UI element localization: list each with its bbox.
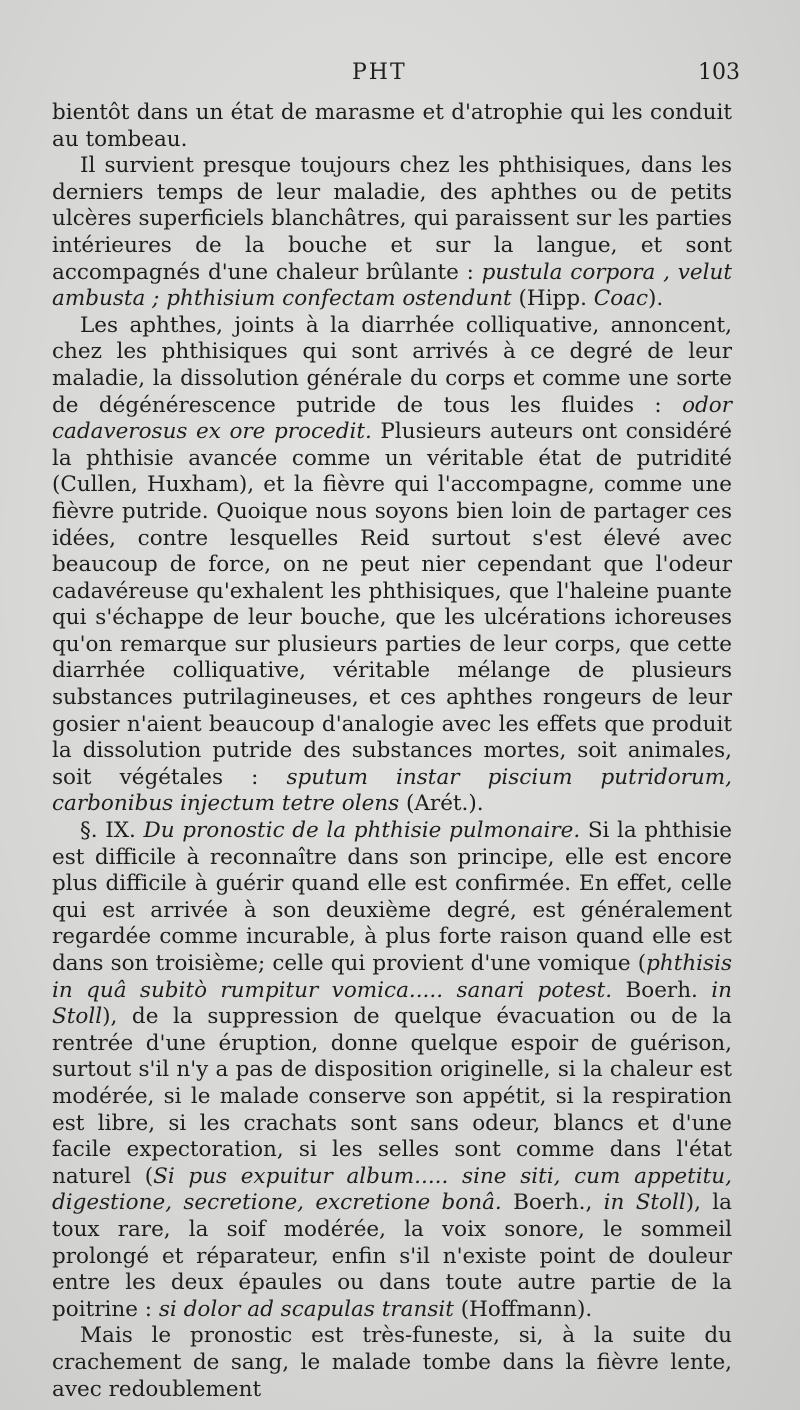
text-run: bientôt dans un état de marasme et d'atrophie qui les conduit au tombeau. <box>52 100 732 152</box>
paragraph <box>52 313 732 818</box>
italic-text-run: Coac <box>593 286 649 312</box>
book-page <box>52 60 740 1403</box>
text-run: Les aphthes, joints à la diarrhée colliquative, annoncent, chez les phthisiques qui sont arrivés à ce degré de leur maladie, la dissolution générale du corps et comme une sorte de dégénérescence putride de tous les fluides : <box>52 312 732 418</box>
text-run: Boerh., <box>501 1190 604 1216</box>
text-run: (Arét.). <box>399 791 484 817</box>
paragraph <box>52 100 732 153</box>
paragraph <box>52 153 732 313</box>
paragraph <box>52 1323 732 1403</box>
italic-text-run: pustula corpora , velut ambusta ; phthisium confectam ostendunt <box>52 259 732 312</box>
body-text <box>52 100 732 1403</box>
text-run: Si la phthisie est difficile à reconnaître dans son principe, elle est encore plus difficile à guérir quand elle est confirmée. En effet, celle qui est arrivée à son deuxième degré, est généralement regardée comme incurable, à plus forte raison quand elle est dans son troisième; celle qui provient d'une vomique ( <box>52 818 733 976</box>
italic-text-run: in Stoll <box>603 1190 686 1216</box>
italic-text-run: si dolor ad scapulas transit <box>158 1296 454 1322</box>
italic-text-run: phthisis in quâ subitò rumpitur vomica..... sanari potest. <box>52 951 732 1003</box>
italic-text-run: in Stoll <box>52 977 732 1030</box>
italic-text-run: sputum instar piscium putridorum, carbonibus injectum tetre olens <box>52 764 732 817</box>
text-run: (Hipp. <box>511 286 594 312</box>
paragraph <box>52 818 732 1323</box>
page-header <box>52 60 740 100</box>
text-run: ), de la suppression de quelque évacuation ou de la rentrée d'une éruption, donne quelque espoir de guérison, surtout s'il n'y a pas de disposition originelle, si la chaleur est modérée, si le malade conserve son appétit, si la respiration est libre, si les crachats sont sans odeur, blancs et d'une facile expectoration, si les selles sont comme dans l'état naturel ( <box>52 1004 732 1189</box>
text-run: Plusieurs auteurs ont considéré la phthisie avancée comme un véritable état de putridité (Cullen, Huxham), et la fièvre qui l'accompagne, comme une fièvre putride. Quoique nous soyons bien loin de partager ces idées, contre lesquelles Reid surtout s'est élevé avec beaucoup de force, on ne peut nier cependant que l'odeur cadavéreuse qu'exhalent les phthisiques, que l'haleine puante qui s'échappe de leur bouche, que les ulcérations ichoreuses qu'on remarque sur plusieurs parties de leur corps, que cette diarrhée colliquative, véritable mélange de plusieurs substances putrilagineuses, et ces aphthes rongeurs de leur gosier n'aient beaucoup d'analogie avec les effets que produit la dissolution putride des substances mortes, soit animales, soit végétales : <box>52 419 732 790</box>
text-run: ). <box>648 286 664 312</box>
italic-text-run: Si pus expuitur album..... sine siti, cum appetitu, digestione, secretione, excretione bonâ. <box>52 1163 732 1216</box>
text-run: §. IX. <box>80 818 144 844</box>
text-run: ), la toux rare, la soif modérée, la voix sonore, le sommeil prolongé et réparateur, enfin s'il n'existe point de douleur entre les deux épaules ou dans toute autre partie de la poitrine : <box>52 1190 732 1322</box>
text-run: Il survient presque toujours chez les phthisiques, dans les derniers temps de leur maladie, des aphthes ou de petits ulcères superficiels blanchâtres, qui paraissent sur les parties intérieures de la bouche et sur la langue, et sont accompagnés d'une chaleur brûlante : <box>52 153 732 285</box>
running-head: PHT <box>352 60 407 85</box>
page-number: 103 <box>698 60 740 85</box>
text-run: (Hoffmann). <box>453 1296 593 1322</box>
italic-text-run: Du pronostic de la phthisie pulmonaire. <box>143 818 581 844</box>
text-run: Boerh. <box>612 977 712 1003</box>
text-run: Mais le pronostic est très-funeste, si, à la suite du crachement de sang, le malade tombe dans la fièvre lente, avec redoublement <box>52 1323 732 1402</box>
italic-text-run: odor cadaverosus ex ore procedit. <box>52 392 732 445</box>
